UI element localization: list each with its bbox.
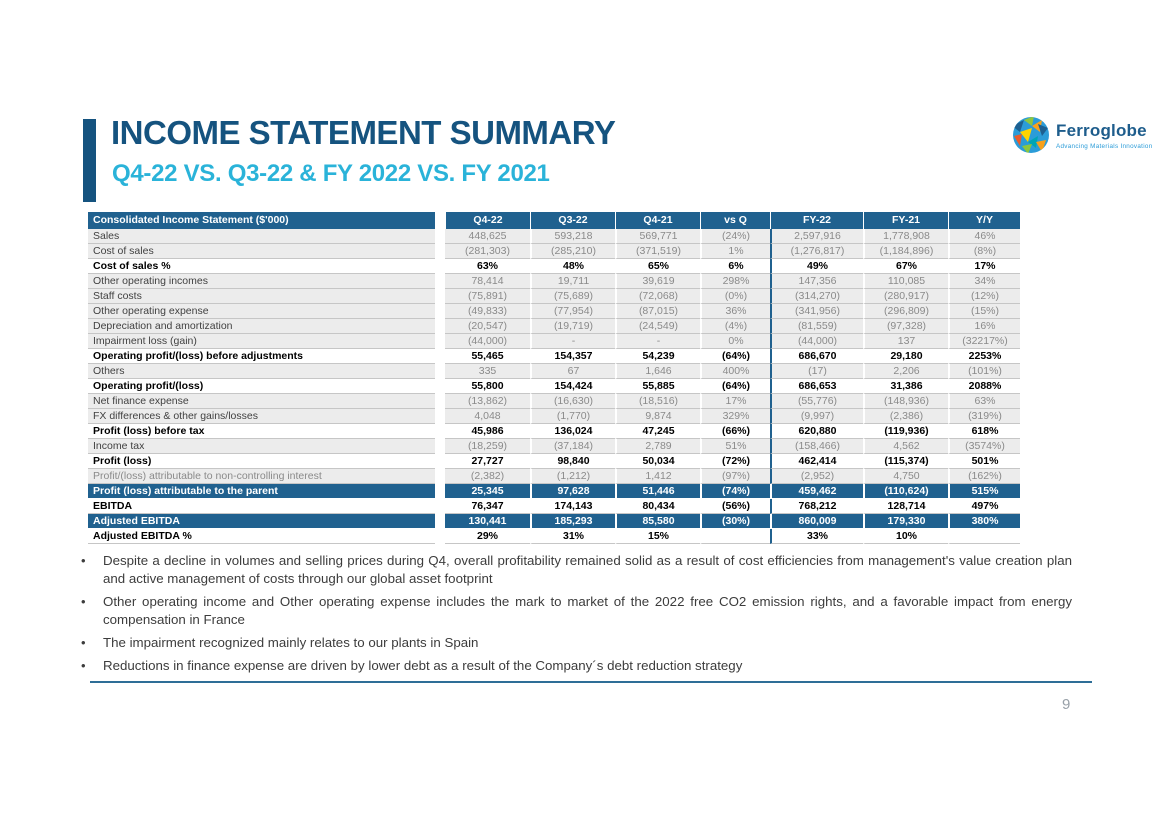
column-gap <box>435 394 445 409</box>
value-cell: 31,386 <box>863 379 948 394</box>
column-gap <box>435 212 445 229</box>
table-row <box>88 529 1022 544</box>
value-cell: (314,270) <box>770 289 863 304</box>
table-row <box>88 424 1022 439</box>
value-cell: 137 <box>863 334 948 349</box>
value-cell: 25,345 <box>445 484 530 499</box>
value-cell: (32217%) <box>948 334 1020 349</box>
table-row <box>88 364 1022 379</box>
row-label: Staff costs <box>88 289 435 304</box>
value-cell: (0%) <box>700 289 770 304</box>
table-header-row <box>88 212 1022 229</box>
value-cell: 63% <box>948 394 1020 409</box>
value-cell: (1,770) <box>530 409 615 424</box>
value-cell: (9,997) <box>770 409 863 424</box>
value-cell: (30%) <box>700 514 770 529</box>
value-cell: (119,936) <box>863 424 948 439</box>
row-label: Profit (loss) <box>88 454 435 469</box>
value-cell: 569,771 <box>615 229 700 244</box>
value-cell: 55,465 <box>445 349 530 364</box>
table-row <box>88 454 1022 469</box>
value-cell: 459,462 <box>770 484 863 499</box>
value-cell: 36% <box>700 304 770 319</box>
value-cell: 67 <box>530 364 615 379</box>
bullet-item <box>78 657 1072 675</box>
income-statement-table <box>88 212 1022 544</box>
value-cell: 593,218 <box>530 229 615 244</box>
row-label: Profit (loss) before tax <box>88 424 435 439</box>
value-cell: 1,778,908 <box>863 229 948 244</box>
value-cell: 27,727 <box>445 454 530 469</box>
value-cell: 55,800 <box>445 379 530 394</box>
bullet-marker: • <box>81 635 86 650</box>
value-cell: (1,276,817) <box>770 244 863 259</box>
value-cell: (24,549) <box>615 319 700 334</box>
table-row <box>88 319 1022 334</box>
row-label: Adjusted EBITDA % <box>88 529 435 544</box>
value-cell: (110,624) <box>863 484 948 499</box>
value-cell: (97%) <box>700 469 770 484</box>
value-cell: (87,015) <box>615 304 700 319</box>
value-cell: 51,446 <box>615 484 700 499</box>
value-cell: 50,034 <box>615 454 700 469</box>
column-gap <box>435 334 445 349</box>
value-cell: 63% <box>445 259 530 274</box>
value-cell: - <box>615 334 700 349</box>
value-cell: 380% <box>948 514 1020 529</box>
table-header-label: Consolidated Income Statement ($'000) <box>88 212 435 229</box>
value-cell: 16% <box>948 319 1020 334</box>
value-cell: 98,840 <box>530 454 615 469</box>
value-cell: (8%) <box>948 244 1020 259</box>
value-cell: 97,628 <box>530 484 615 499</box>
value-cell: 46% <box>948 229 1020 244</box>
value-cell: (341,956) <box>770 304 863 319</box>
value-cell: 54,239 <box>615 349 700 364</box>
value-cell: 29,180 <box>863 349 948 364</box>
value-cell: (66%) <box>700 424 770 439</box>
logo-text <box>1056 116 1153 150</box>
row-label: EBITDA <box>88 499 435 514</box>
column-gap <box>435 439 445 454</box>
column-header: Y/Y <box>948 212 1020 229</box>
value-cell: 80,434 <box>615 499 700 514</box>
value-cell: (72%) <box>700 454 770 469</box>
value-cell: 9,874 <box>615 409 700 424</box>
value-cell <box>700 529 770 544</box>
value-cell: 45,986 <box>445 424 530 439</box>
value-cell: 17% <box>948 259 1020 274</box>
footer-divider-line <box>90 681 1092 683</box>
value-cell: 154,424 <box>530 379 615 394</box>
value-cell: 1% <box>700 244 770 259</box>
column-header: vs Q <box>700 212 770 229</box>
value-cell: (64%) <box>700 379 770 394</box>
column-gap <box>435 469 445 484</box>
value-cell: (75,689) <box>530 289 615 304</box>
row-label: Operating profit/(loss) <box>88 379 435 394</box>
value-cell: 298% <box>700 274 770 289</box>
column-header: Q4-21 <box>615 212 700 229</box>
column-gap <box>435 259 445 274</box>
column-gap <box>435 514 445 529</box>
row-label: FX differences & other gains/losses <box>88 409 435 424</box>
table-row <box>88 259 1022 274</box>
value-cell: 497% <box>948 499 1020 514</box>
row-label: Sales <box>88 229 435 244</box>
table-row <box>88 499 1022 514</box>
value-cell: 768,212 <box>770 499 863 514</box>
value-cell: (17) <box>770 364 863 379</box>
value-cell: (56%) <box>700 499 770 514</box>
value-cell: (296,809) <box>863 304 948 319</box>
value-cell: (158,466) <box>770 439 863 454</box>
page-number: 9 <box>1062 696 1071 713</box>
value-cell: 4,048 <box>445 409 530 424</box>
table-row <box>88 484 1022 499</box>
value-cell: (55,776) <box>770 394 863 409</box>
value-cell: (2,382) <box>445 469 530 484</box>
row-label: Income tax <box>88 439 435 454</box>
value-cell: 4,562 <box>863 439 948 454</box>
row-label: Depreciation and amortization <box>88 319 435 334</box>
bullet-marker: • <box>81 594 86 609</box>
value-cell: 686,670 <box>770 349 863 364</box>
value-cell: (2,386) <box>863 409 948 424</box>
table-row <box>88 334 1022 349</box>
value-cell: (44,000) <box>445 334 530 349</box>
bullet-text: Despite a decline in volumes and selling prices during Q4, overall profitability remained solid as a result of cost efficiencies from management's value creation plan and active management of costs through our global asset footprint <box>103 553 1072 586</box>
value-cell: 85,580 <box>615 514 700 529</box>
value-cell: 34% <box>948 274 1020 289</box>
value-cell: 17% <box>700 394 770 409</box>
bullet-list <box>78 552 1072 680</box>
row-label: Profit/(loss) attributable to non-controlling interest <box>88 469 435 484</box>
column-gap <box>435 364 445 379</box>
title-accent-bar <box>83 119 96 202</box>
value-cell: 501% <box>948 454 1020 469</box>
value-cell: 620,880 <box>770 424 863 439</box>
column-gap <box>435 409 445 424</box>
table-row <box>88 394 1022 409</box>
value-cell: (49,833) <box>445 304 530 319</box>
row-label: Profit (loss) attributable to the parent <box>88 484 435 499</box>
bullet-text: The impairment recognized mainly relates to our plants in Spain <box>103 635 479 650</box>
value-cell: (4%) <box>700 319 770 334</box>
value-cell: 179,330 <box>863 514 948 529</box>
column-gap <box>435 424 445 439</box>
value-cell: (19,719) <box>530 319 615 334</box>
row-label: Operating profit/(loss) before adjustments <box>88 349 435 364</box>
value-cell: (101%) <box>948 364 1020 379</box>
bullet-item <box>78 552 1072 588</box>
value-cell: (280,917) <box>863 289 948 304</box>
bullet-marker: • <box>81 658 86 673</box>
value-cell: (281,303) <box>445 244 530 259</box>
table-row <box>88 289 1022 304</box>
table-row <box>88 514 1022 529</box>
value-cell: (16,630) <box>530 394 615 409</box>
value-cell: (285,210) <box>530 244 615 259</box>
value-cell: (37,184) <box>530 439 615 454</box>
value-cell: 33% <box>770 529 863 544</box>
column-gap <box>435 319 445 334</box>
table-row <box>88 439 1022 454</box>
table-row <box>88 244 1022 259</box>
value-cell: 47,245 <box>615 424 700 439</box>
column-gap <box>435 529 445 544</box>
value-cell: (72,068) <box>615 289 700 304</box>
table-row <box>88 229 1022 244</box>
value-cell: 19,711 <box>530 274 615 289</box>
value-cell: 860,009 <box>770 514 863 529</box>
value-cell: (64%) <box>700 349 770 364</box>
value-cell: 29% <box>445 529 530 544</box>
value-cell: (24%) <box>700 229 770 244</box>
column-gap <box>435 499 445 514</box>
value-cell: 39,619 <box>615 274 700 289</box>
value-cell: - <box>530 334 615 349</box>
row-label: Adjusted EBITDA <box>88 514 435 529</box>
value-cell: (12%) <box>948 289 1020 304</box>
value-cell: (20,547) <box>445 319 530 334</box>
value-cell: 48% <box>530 259 615 274</box>
value-cell: 618% <box>948 424 1020 439</box>
value-cell: 2253% <box>948 349 1020 364</box>
row-label: Impairment loss (gain) <box>88 334 435 349</box>
value-cell <box>948 529 1020 544</box>
value-cell: (162%) <box>948 469 1020 484</box>
column-gap <box>435 454 445 469</box>
logo-tagline: Advancing Materials Innovation <box>1056 143 1153 150</box>
value-cell: 686,653 <box>770 379 863 394</box>
value-cell: 329% <box>700 409 770 424</box>
value-cell: 174,143 <box>530 499 615 514</box>
table-row <box>88 274 1022 289</box>
value-cell: 400% <box>700 364 770 379</box>
value-cell: 4,750 <box>863 469 948 484</box>
ferroglobe-logo <box>1012 116 1153 154</box>
value-cell: 55,885 <box>615 379 700 394</box>
table-row <box>88 304 1022 319</box>
value-cell: 1,412 <box>615 469 700 484</box>
value-cell: 136,024 <box>530 424 615 439</box>
column-gap <box>435 484 445 499</box>
row-label: Others <box>88 364 435 379</box>
value-cell: (81,559) <box>770 319 863 334</box>
column-gap <box>435 349 445 364</box>
value-cell: (74%) <box>700 484 770 499</box>
table-row <box>88 469 1022 484</box>
row-label: Cost of sales <box>88 244 435 259</box>
value-cell: 67% <box>863 259 948 274</box>
value-cell: (18,259) <box>445 439 530 454</box>
row-label: Net finance expense <box>88 394 435 409</box>
column-gap <box>435 244 445 259</box>
bullet-marker: • <box>81 553 86 568</box>
row-label: Other operating expense <box>88 304 435 319</box>
table-row <box>88 349 1022 364</box>
value-cell: 65% <box>615 259 700 274</box>
column-header: Q4-22 <box>445 212 530 229</box>
page-title: INCOME STATEMENT SUMMARY <box>111 114 616 151</box>
value-cell: (18,516) <box>615 394 700 409</box>
bullet-item <box>78 634 1072 652</box>
column-gap <box>435 379 445 394</box>
column-header: Q3-22 <box>530 212 615 229</box>
value-cell: (3574%) <box>948 439 1020 454</box>
value-cell: 448,625 <box>445 229 530 244</box>
value-cell: 110,085 <box>863 274 948 289</box>
value-cell: (148,936) <box>863 394 948 409</box>
value-cell: 2,789 <box>615 439 700 454</box>
value-cell: (2,952) <box>770 469 863 484</box>
value-cell: 31% <box>530 529 615 544</box>
value-cell: 78,414 <box>445 274 530 289</box>
value-cell: 335 <box>445 364 530 379</box>
value-cell: 2,206 <box>863 364 948 379</box>
bullet-item <box>78 593 1072 629</box>
value-cell: 2,597,916 <box>770 229 863 244</box>
value-cell: (75,891) <box>445 289 530 304</box>
value-cell: (97,328) <box>863 319 948 334</box>
value-cell: (1,184,896) <box>863 244 948 259</box>
value-cell: (15%) <box>948 304 1020 319</box>
column-header: FY-22 <box>770 212 863 229</box>
value-cell: 147,356 <box>770 274 863 289</box>
value-cell: (115,374) <box>863 454 948 469</box>
value-cell: 76,347 <box>445 499 530 514</box>
value-cell: (1,212) <box>530 469 615 484</box>
globe-mosaic-icon <box>1012 116 1050 154</box>
value-cell: 462,414 <box>770 454 863 469</box>
column-gap <box>435 274 445 289</box>
table-body <box>88 229 1022 544</box>
column-gap <box>435 289 445 304</box>
value-cell: 49% <box>770 259 863 274</box>
value-cell: 154,357 <box>530 349 615 364</box>
row-label: Other operating incomes <box>88 274 435 289</box>
value-cell: 0% <box>700 334 770 349</box>
value-cell: 185,293 <box>530 514 615 529</box>
bullet-text: Other operating income and Other operating expense includes the mark to market of the 2022 free CO2 emission rights, and a favorable impact from energy compensation in France <box>103 594 1072 627</box>
value-cell: 1,646 <box>615 364 700 379</box>
value-cell: 128,714 <box>863 499 948 514</box>
value-cell: (371,519) <box>615 244 700 259</box>
value-cell: 10% <box>863 529 948 544</box>
page-subtitle: Q4-22 VS. Q3-22 & FY 2022 VS. FY 2021 <box>112 160 550 187</box>
value-cell: (319%) <box>948 409 1020 424</box>
value-cell: (13,862) <box>445 394 530 409</box>
bullet-text: Reductions in finance expense are driven by lower debt as a result of the Company´s debt reduction strategy <box>103 658 743 673</box>
value-cell: 51% <box>700 439 770 454</box>
value-cell: 6% <box>700 259 770 274</box>
value-cell: 2088% <box>948 379 1020 394</box>
table-row <box>88 379 1022 394</box>
table-row <box>88 409 1022 424</box>
column-gap <box>435 229 445 244</box>
value-cell: 130,441 <box>445 514 530 529</box>
column-header: FY-21 <box>863 212 948 229</box>
value-cell: 15% <box>615 529 700 544</box>
logo-wordmark: Ferroglobe <box>1056 121 1147 140</box>
row-label: Cost of sales % <box>88 259 435 274</box>
value-cell: (77,954) <box>530 304 615 319</box>
value-cell: (44,000) <box>770 334 863 349</box>
column-gap <box>435 304 445 319</box>
value-cell: 515% <box>948 484 1020 499</box>
